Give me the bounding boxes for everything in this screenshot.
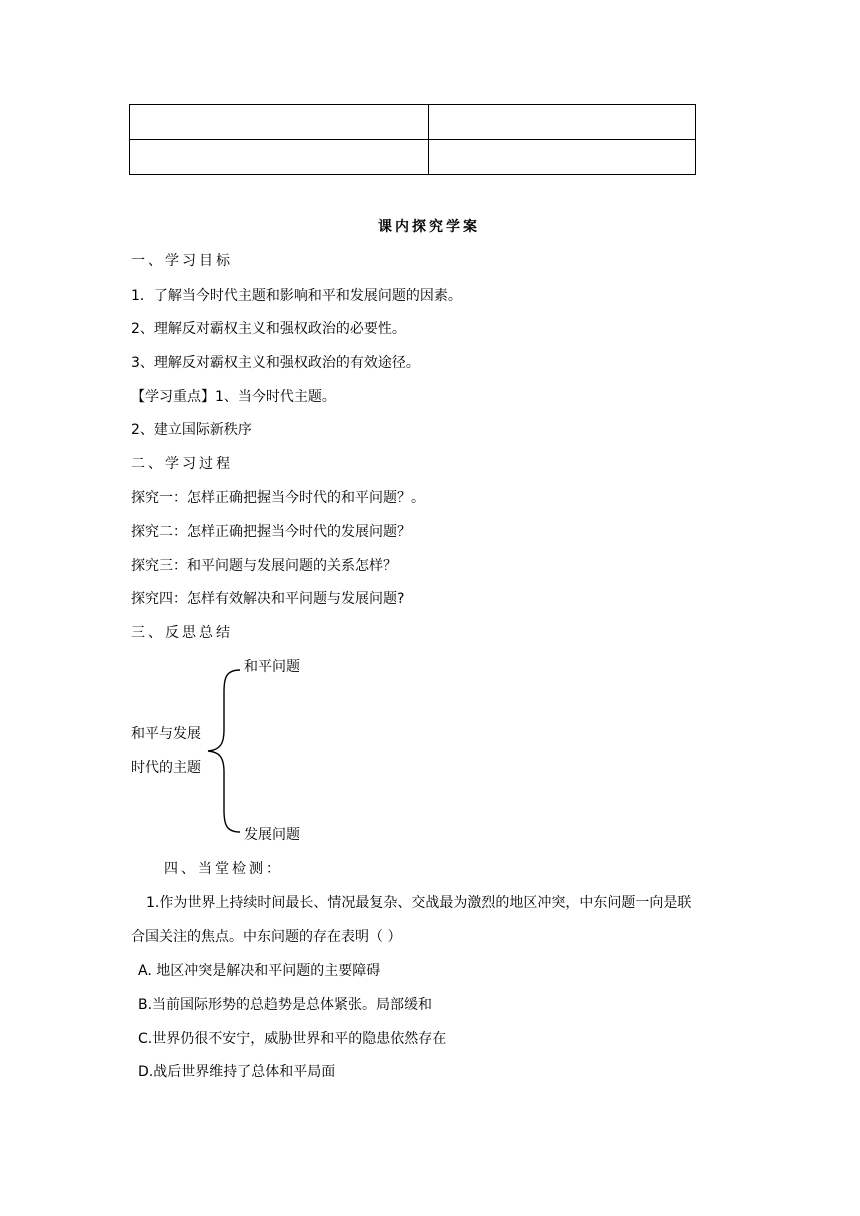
- table-cell: [429, 105, 696, 140]
- page-title: 课内探究学案: [378, 219, 480, 235]
- question-1-line-1: 1.作为世界上持续时间最长、情况最复杂、交战最为激烈的地区冲突，中东问题一向是联: [146, 895, 692, 911]
- section-heading-goals: 一、学习目标: [131, 253, 233, 269]
- goal-item-2: 2、理解反对霸权主义和强权政治的必要性。: [131, 321, 406, 337]
- table-cell: [130, 140, 429, 175]
- table-cell: [130, 105, 429, 140]
- option-d: D.战后世界维持了总体和平局面: [138, 1064, 336, 1080]
- question-1-line-2: 合国关注的焦点。中东问题的存在表明（ ）: [131, 929, 402, 945]
- diagram-root-line-2: 时代的主题: [131, 760, 201, 776]
- header-table: [129, 104, 696, 175]
- key-points: 【学习重点】1、当今时代主题。: [131, 389, 336, 405]
- explore-item-2: 探究二：怎样正确把握当今时代的发展问题？: [131, 524, 411, 540]
- section-heading-process: 二、学习过程: [131, 456, 233, 472]
- brace-icon: [200, 668, 244, 834]
- explore-item-3: 探究三：和平问题与发展问题的关系怎样？: [131, 558, 397, 574]
- diagram-root-line-1: 和平与发展: [131, 726, 201, 742]
- diagram-branch-bottom: 发展问题: [244, 827, 300, 843]
- goal-item-3: 3、理解反对霸权主义和强权政治的有效途径。: [131, 355, 420, 371]
- explore-item-4: 探究四：怎样有效解决和平问题与发展问题?: [131, 591, 405, 607]
- goal-item-1: 1．了解当今时代主题和影响和平和发展问题的因素。: [131, 288, 462, 304]
- explore-item-1: 探究一：怎样正确把握当今时代的和平问题？。: [131, 490, 425, 506]
- section-heading-test: 四、当堂检测：: [164, 861, 283, 877]
- section-heading-summary: 三、反思总结: [131, 625, 233, 641]
- table-cell: [429, 140, 696, 175]
- option-b: B.当前国际形势的总趋势是总体紧张。局部缓和: [138, 997, 433, 1013]
- option-c: C.世界仍很不安宁，威胁世界和平的隐患依然存在: [138, 1031, 447, 1047]
- table-row: [130, 140, 696, 175]
- table-row: [130, 105, 696, 140]
- option-a: A. 地区冲突是解决和平问题的主要障碍: [138, 963, 381, 979]
- key-point-2: 2、建立国际新秩序: [131, 422, 252, 438]
- diagram-branch-top: 和平问题: [244, 659, 300, 675]
